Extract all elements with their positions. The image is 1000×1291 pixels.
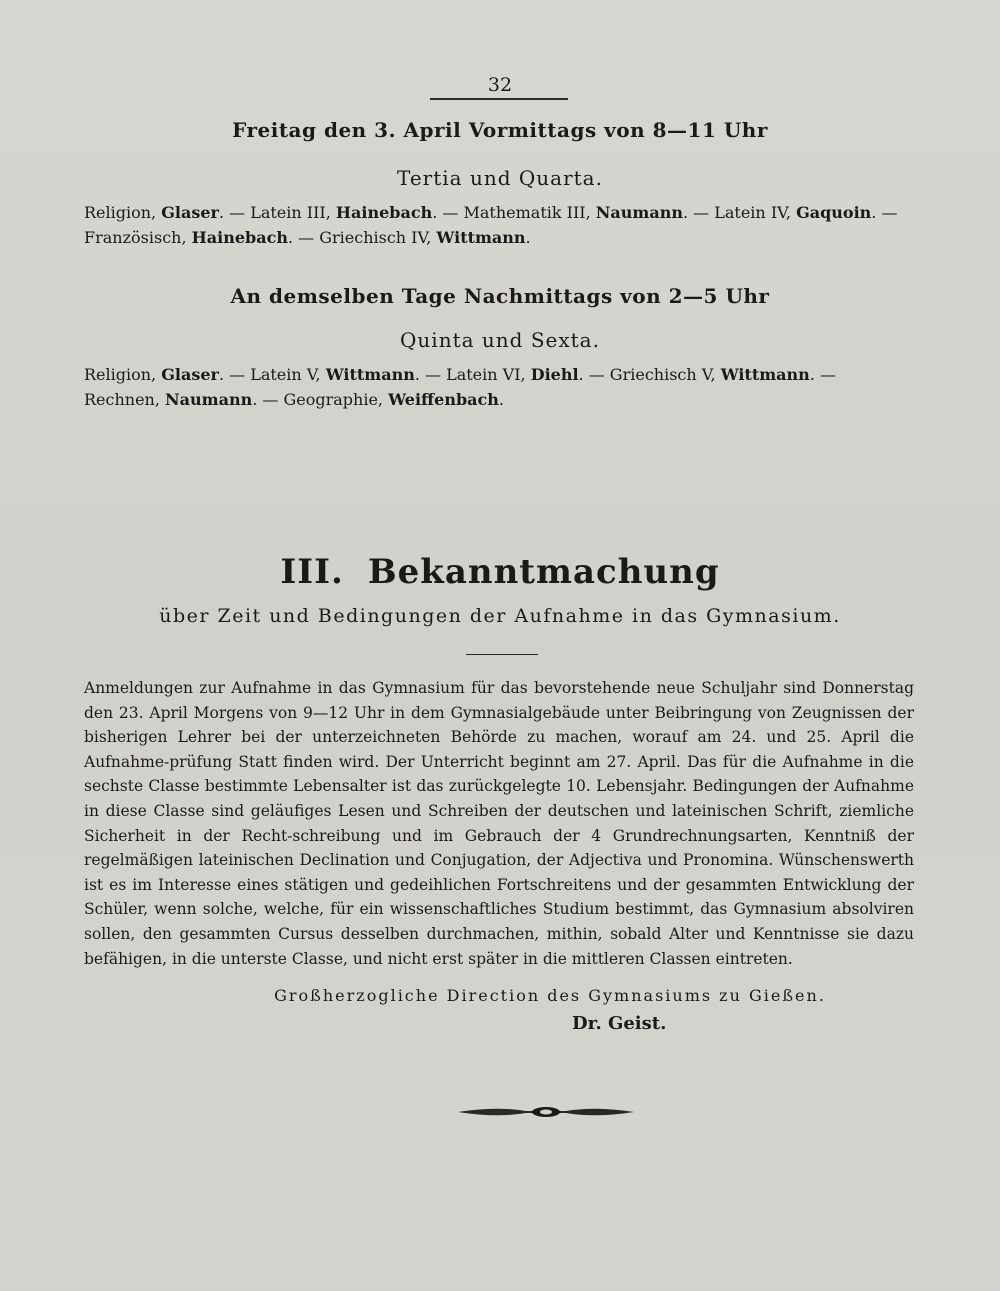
subject-text: Religion, [84,365,162,384]
teacher-name: Diehl [530,365,579,384]
announcement-paragraph: Anmeldungen zur Aufnahme in das Gymnasium für das bevorstehende neue Schuljahr sind Donnerstag den 23. April Morgens von 9—12 Uhr in dem Gymnasialgebäude unter Beibringung von Zeugnissen der bisherigen Lehrer bei der unterzeichneten Behörde zu machen, worauf am 24. und 25. April die Aufnahme-prüfung Statt finden wird. Der Unterricht beginnt am 27. April. Das für die Aufnahme in die sechste Classe bestimmte Lebensalter ist das zurückgelegte 10. Lebensjahr. Bedingungen der Aufnahme in diese Classe sind geläufiges Lesen und Schreiben der deutschen und lateinischen Schrift, ziemliche Sicherheit in der Recht-schreibung und im Gebrauch der 4 Grundrechnungsarten, Kenntniß der regelmäßigen lateinischen Declination und Conjugation, der Adjectiva und Pronomina. Wünschenswerth ist es im Interesse eines stätigen und gedeihlichen Fortschreitens und der gesammten Entwicklung der Schüler, wenn solche, welche, für ein wissenschaftliches Studium bestimmt, das Gymnasium absolviren sollen, den gesammten Cursus desselben durchmachen, mithin, sobald Alter und Kenntnisse sie dazu befähigen, in die unterste Classe, und nicht erst später in die mittleren Classen eintreten. [84,679,914,968]
teacher-name: Wittmann [720,365,810,384]
section-title-text: Bekanntmachung [367,552,720,592]
teacher-name: Glaser [161,203,219,222]
subject-text: . — [809,365,836,384]
subject-text: . — Mathematik III, [432,203,596,222]
signature-name: Dr. Geist. [572,1013,667,1034]
subject-text: . — Griechisch V, [578,365,721,384]
subject-text: . — Latein III, [218,203,336,222]
teacher-name: Hainebach [335,203,433,222]
section-rule [466,654,538,655]
block2-subheading: Quinta und Sexta. [400,328,600,352]
block2-line2 [84,390,914,409]
block1-line1 [84,203,914,222]
subject-text: . — Griechisch IV, [287,228,437,247]
end-ornament-icon [456,1102,636,1122]
section-numeral: III. [280,552,344,592]
block1-line2 [84,228,914,247]
teacher-name: Hainebach [191,228,288,247]
subject-text: . — [871,203,898,222]
teacher-name: Glaser [161,365,219,384]
section-title [0,552,1000,592]
subject-text: Französisch, [84,228,192,247]
block1-subheading: Tertia und Quarta. [397,166,603,190]
teacher-name: Gaquoin [796,203,872,222]
subject-text: . — Latein V, [218,365,326,384]
block1-heading: Freitag den 3. April Vormittags von 8—11 Uhr [232,118,768,142]
subject-text: Rechnen, [84,390,166,409]
teacher-name: Naumann [595,203,683,222]
top-rule [430,98,568,100]
page-number: 32 [487,74,513,96]
subject-text: . [525,228,531,247]
teacher-name: Wittmann [325,365,415,384]
block2-heading: An demselben Tage Nachmittags von 2—5 Uhr [230,284,770,308]
teacher-name: Naumann [165,390,253,409]
block2-line1 [84,365,914,384]
subject-text: Religion, [84,203,162,222]
signature-institution: Großherzogliche Direction des Gymnasiums zu Gießen. [274,986,826,1005]
teacher-name: Weiffenbach [388,390,499,409]
subject-text: . [498,390,504,409]
section-subtitle: über Zeit und Bedingungen der Aufnahme in das Gymnasium. [159,605,841,627]
teacher-name: Wittmann [436,228,526,247]
subject-text: . — Latein VI, [414,365,531,384]
subject-text: . — Geographie, [252,390,389,409]
subject-text: . — Latein IV, [682,203,797,222]
